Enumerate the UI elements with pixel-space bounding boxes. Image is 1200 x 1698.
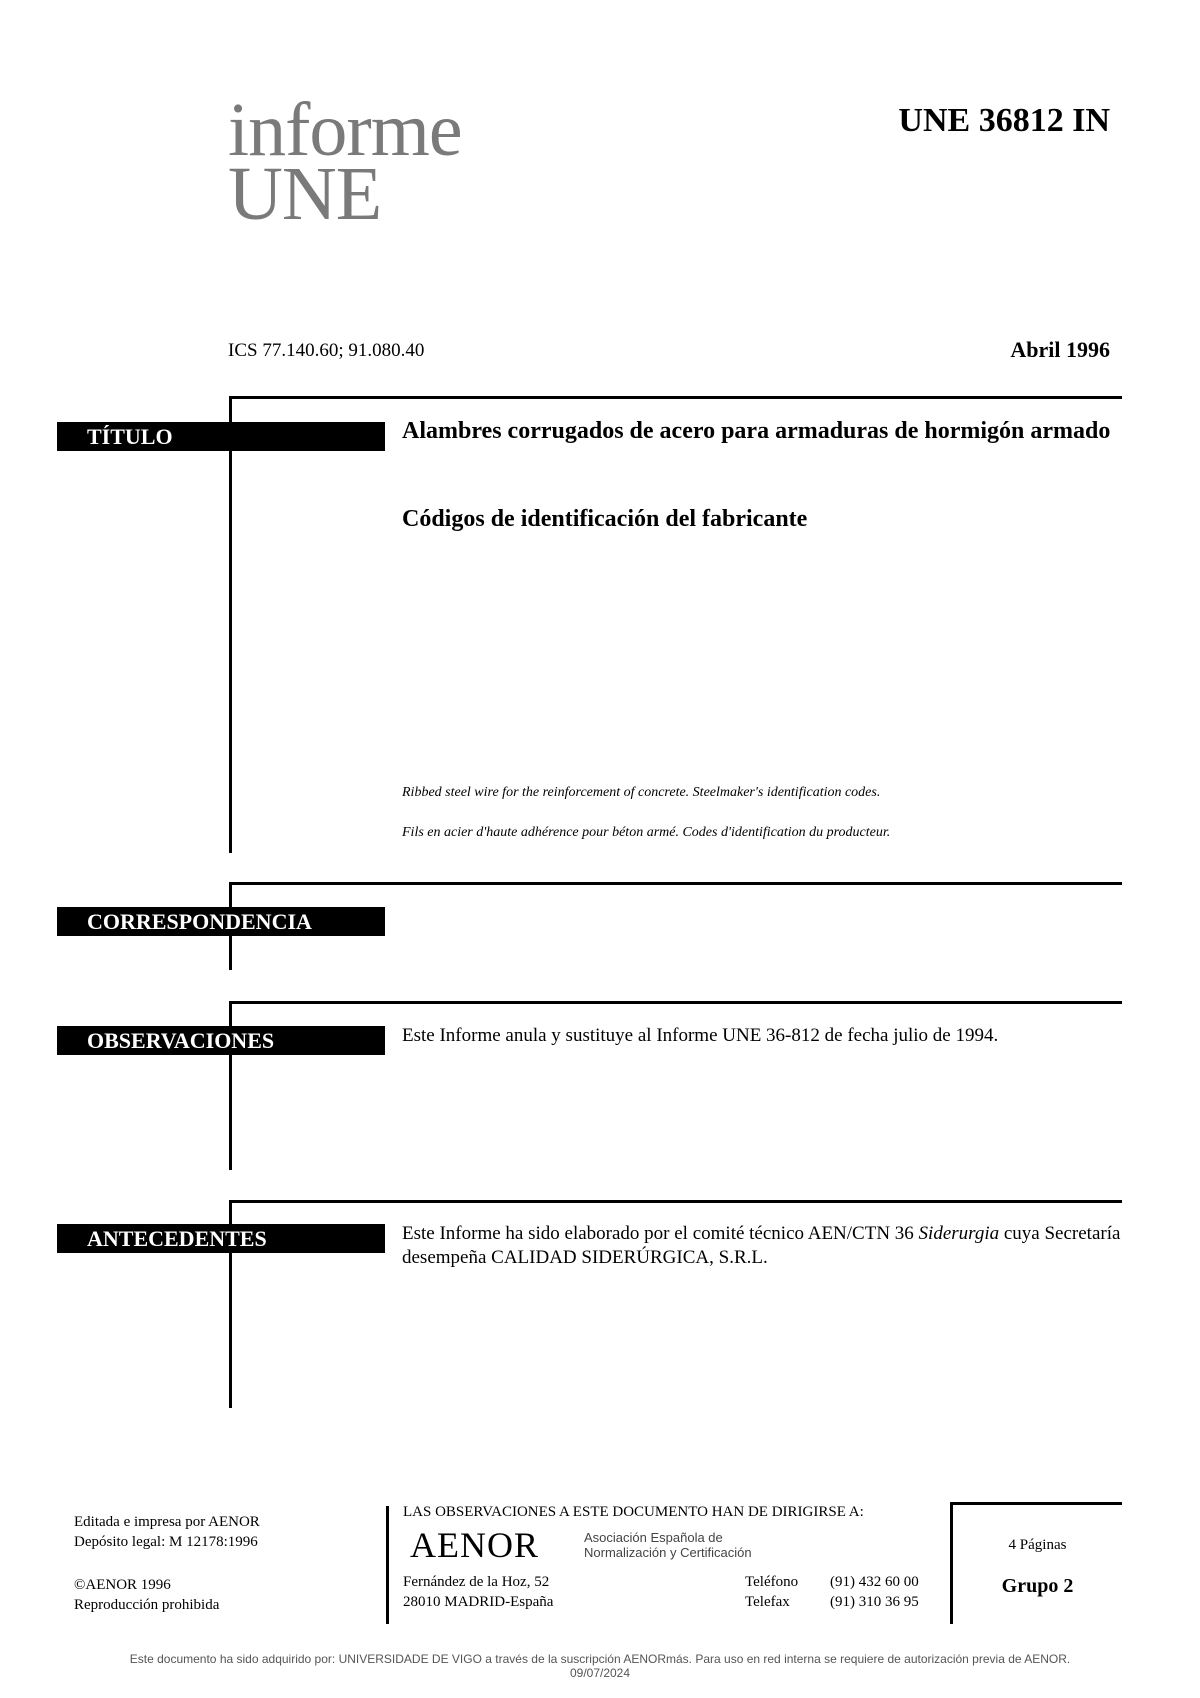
aenor-name-line2: Normalización y Certificación [584,1545,752,1560]
logo-line-une: UNE [228,152,382,236]
antecedentes-label: ANTECEDENTES [57,1224,385,1253]
fax-label: Telefax [745,1594,790,1610]
observaciones-label: OBSERVACIONES [57,1026,385,1055]
download-notice-text: Este documento ha sido adquirido por: UNIVERSIDADE DE VIGO a través de la suscripción AENORmás. Para uso en red interna se requiere de autorización previa de AENOR. [129,1652,1071,1666]
page-count: 4 Páginas [1008,1537,1067,1553]
edited-by: Editada e impresa por AENOR [74,1514,260,1530]
ics-code: ICS 77.140.60; 91.080.40 [228,340,425,361]
antecedentes-committee-name: Siderurgia [918,1223,1000,1244]
antecedentes-text-after: cuya Secretaría desempeña CALIDAD SIDERÚRGICA, S.R.L. [402,1223,1121,1268]
pages-box-top-rule [950,1502,1122,1505]
footer-copyright [74,1575,219,1615]
download-date: 09/07/2024 [569,1666,631,1680]
phone-number: (91) 432 60 00 [830,1574,919,1590]
document-title: Alambres corrugados de acero para armaduras de hormigón armado [402,418,1111,444]
antecedentes-text [402,1222,1122,1270]
observaciones-top-rule [229,1001,1122,1004]
standard-code: UNE 36812 IN [898,102,1110,139]
download-notice [0,1652,1200,1680]
footer-publisher [74,1512,260,1552]
footer-divider-left [386,1506,389,1624]
aenor-name-line1: Asociación Española de [584,1530,723,1545]
aenor-address [403,1572,553,1612]
publication-date: Abril 1996 [1010,337,1110,362]
title-french: Fils en acier d'haute adhérence pour béton armé. Codes d'identification du producteur. [402,825,891,840]
observations-header: LAS OBSERVACIONES A ESTE DOCUMENTO HAN DE DIRIGIRSE A: [403,1504,864,1520]
contact-labels [745,1572,798,1612]
phone-label: Teléfono [745,1574,799,1590]
logo-line-informe: informe [228,88,462,172]
titulo-top-rule [229,396,1122,399]
aenor-full-name [584,1530,752,1560]
copyright: ©AENOR 1996 [74,1577,171,1593]
correspondencia-label: CORRESPONDENCIA [57,907,385,936]
document-subtitle: Códigos de identificación del fabricante [402,506,808,532]
informe-une-logo [228,88,462,236]
aenor-logo: AENOR [410,1525,539,1565]
titulo-vertical-rule [229,396,232,853]
titulo-label: TÍTULO [57,422,385,451]
antecedentes-top-rule [229,1200,1122,1203]
reproduction-notice: Reproducción prohibida [74,1597,220,1613]
correspondencia-top-rule [229,882,1122,885]
price-group: Grupo 2 [1001,1575,1074,1597]
fax-number: (91) 310 36 95 [830,1594,919,1610]
title-english: Ribbed steel wire for the reinforcement of concrete. Steelmaker's identification codes. [402,785,881,800]
antecedentes-text-before: Este Informe ha sido elaborado por el comité técnico AEN/CTN 36 [402,1223,919,1244]
address-line2: 28010 MADRID-España [403,1594,554,1610]
contact-numbers [830,1572,919,1612]
address-line1: Fernández de la Hoz, 52 [403,1574,550,1590]
observaciones-text: Este Informe anula y sustituye al Informe UNE 36-812 de fecha julio de 1994. [402,1025,999,1046]
pages-box-left-rule [950,1502,953,1624]
legal-deposit: Depósito legal: M 12178:1996 [74,1534,258,1550]
